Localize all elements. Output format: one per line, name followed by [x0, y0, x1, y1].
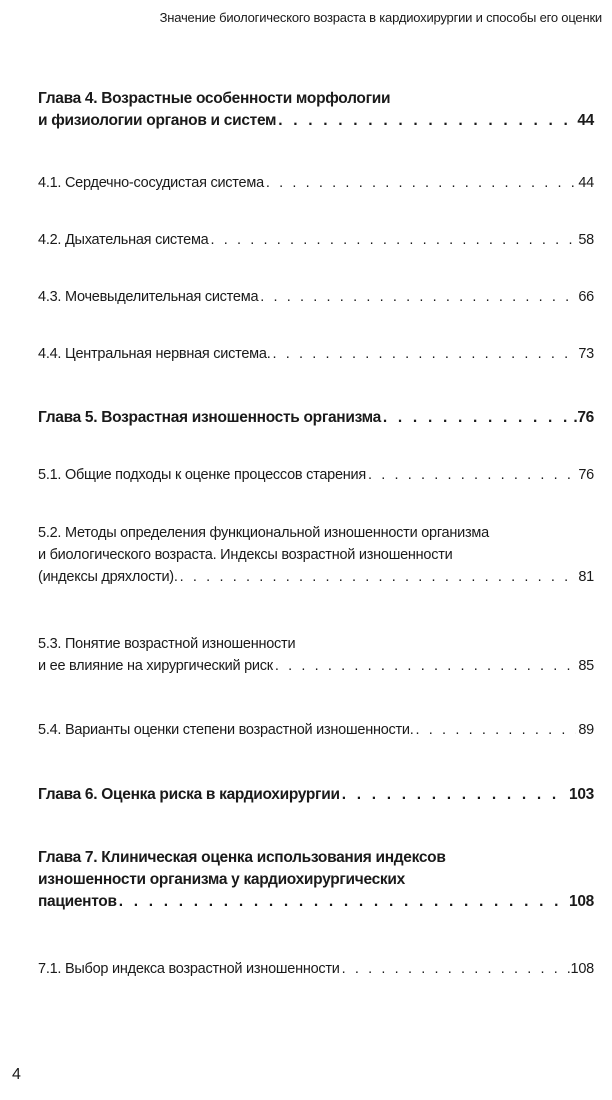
toc-entry-line: и биологического возраста. Индексы возрастной изношенности — [38, 547, 453, 563]
toc-section-7-1 — [38, 958, 594, 980]
toc-entry-title: Глава 5. Возрастная изношенность организма — [38, 409, 381, 426]
toc-section-5-4 — [38, 719, 594, 741]
toc-entry-title: 4.1. Сердечно-сосудистая система — [38, 175, 264, 191]
toc-page-number: 66 — [578, 289, 594, 305]
toc-entry-title: 7.1. Выбор индекса возрастной изношенности — [38, 961, 340, 977]
toc-entry-title: Глава 6. Оценка риска в кардиохирургии — [38, 786, 340, 803]
dot-leader — [342, 958, 565, 980]
toc-chapter-4 — [38, 88, 594, 132]
toc-entry-line: пациентов — [38, 893, 117, 910]
toc-chapter-6 — [38, 784, 594, 806]
toc-section-5-1 — [38, 464, 594, 486]
toc-page-number: 58 — [578, 232, 594, 248]
toc-entry-title: 5.1. Общие подходы к оценке процессов старения — [38, 467, 366, 483]
toc-page-number: 44 — [578, 175, 594, 191]
toc-entry-line: 5.2. Методы определения функциональной изношенности организма — [38, 525, 489, 541]
toc-entry-title: 4.4. Центральная нервная система. — [38, 346, 271, 362]
toc-entry-title: 4.3. Мочевыделительная система — [38, 289, 259, 305]
toc-entry-line: Глава 7. Клиническая оценка использования индексов — [38, 849, 446, 866]
dot-leader — [260, 286, 576, 308]
toc-section-5-3 — [38, 633, 594, 677]
toc-section-4-2 — [38, 229, 594, 251]
toc-entry-line: Глава 4. Возрастные особенности морфологии — [38, 90, 391, 107]
dot-leader — [180, 566, 577, 588]
toc-page-number: 44 — [577, 112, 594, 129]
toc-page-number: 76 — [578, 467, 594, 483]
dot-leader — [275, 655, 577, 677]
dot-leader — [278, 110, 575, 132]
toc-page-number: .76 — [573, 409, 594, 426]
dot-leader — [342, 784, 567, 806]
toc-page-number: 103 — [569, 786, 594, 803]
toc-chapter-7 — [38, 847, 594, 913]
toc-page-number: 85 — [578, 658, 594, 674]
toc-chapter-5 — [38, 407, 594, 429]
dot-leader — [383, 407, 571, 429]
toc-entry-line: и физиологии органов и систем — [38, 112, 277, 129]
dot-leader — [416, 719, 577, 741]
toc-entry-title: 4.2. Дыхательная система — [38, 232, 209, 248]
toc-page-number: 108 — [569, 893, 594, 910]
toc-page-number: 73 — [578, 346, 594, 362]
toc-entry-line: изношенности организма у кардиохирургических — [38, 871, 405, 888]
toc-section-4-4 — [38, 343, 594, 365]
toc-entry-line: (индексы дряхлости). — [38, 569, 178, 585]
dot-leader — [266, 172, 576, 194]
dot-leader — [368, 464, 576, 486]
dot-leader — [119, 891, 567, 913]
dot-leader — [211, 229, 577, 251]
toc-section-4-3 — [38, 286, 594, 308]
dot-leader — [273, 343, 577, 365]
toc-page-number: 89 — [578, 722, 594, 738]
toc-section-4-1 — [38, 172, 594, 194]
toc-entry-title: 5.4. Варианты оценки степени возрастной изношенности. — [38, 722, 414, 738]
running-header: Значение биологического возраста в кардиохирургии и способы его оценки — [159, 10, 602, 25]
toc-section-5-2 — [38, 522, 594, 588]
page-number: 4 — [12, 1066, 21, 1083]
toc-page-number: 81 — [578, 569, 594, 585]
toc-page-number: .108 — [566, 961, 594, 977]
toc-entry-line: и ее влияние на хирургический риск — [38, 658, 273, 674]
toc-entry-line: 5.3. Понятие возрастной изношенности — [38, 636, 296, 652]
